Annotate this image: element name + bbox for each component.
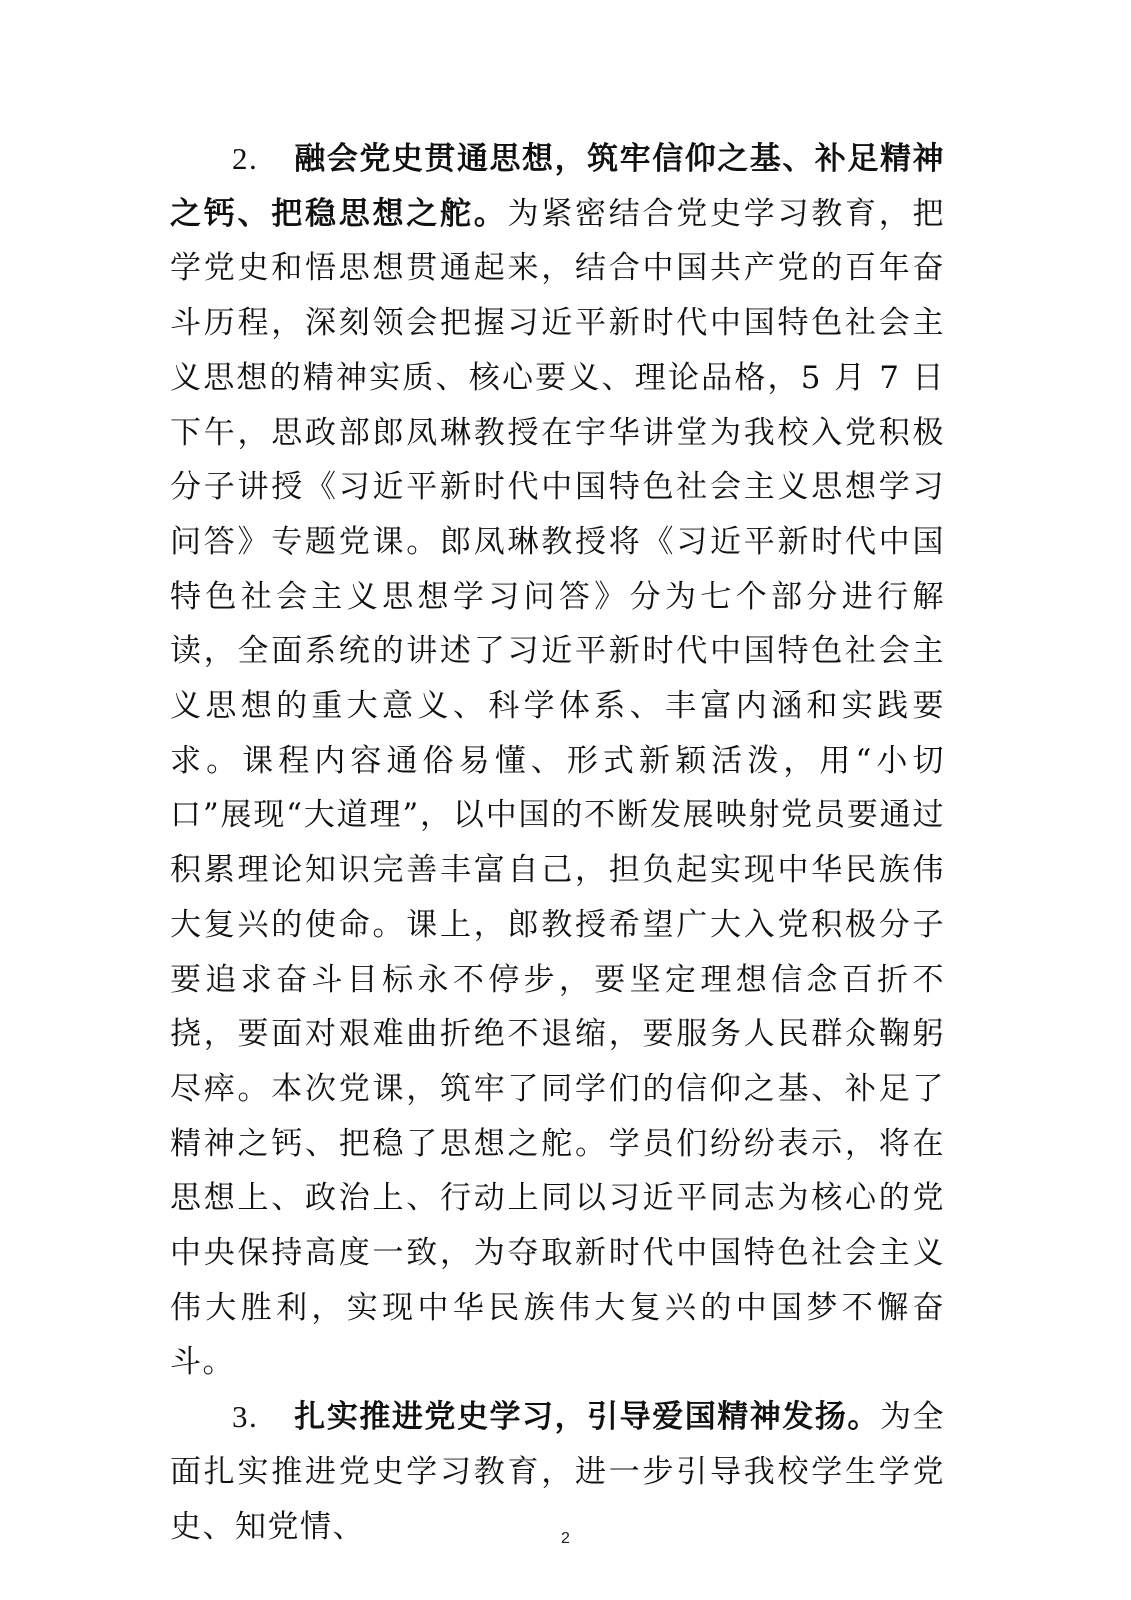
paragraph-3-number: 3. bbox=[232, 1399, 259, 1435]
paragraph-3-body: 为全面扎实推进党史学习教育，进一步引导我校学生学党史、知党情、 bbox=[170, 1399, 946, 1545]
paragraph-3-heading: 扎实推进党史学习，引导爱国精神发扬。 bbox=[294, 1399, 880, 1436]
document-body bbox=[170, 132, 945, 1554]
paragraph-2-body: 为紧密结合党史学习教育，把学党史和悟思想贯通起来，结合中国共产党的百年奋斗历程，深刻领会把握习近平新时代中国特色社会主义思想的精神实质、核心要义、理论品格，5 月 7 日下午，思政部郎凤琳教授在宇华讲堂为我校入党积极分子讲授《习近平新时代中国特色社会主义思想学习问答》专题党课。郎凤琳教授将《习近平新时代中国特色社会主义思想学习问答》分为七个部分进行解读，全面系统的讲述了习近平新时代中国特色社会主义思想的重大意义、科学体系、丰富内涵和实践要求。课程内容通俗易懂、形式新颖活泼，用“小切口”展现“大道理”，以中国的不断发展映射党员要通过积累理论知识完善丰富自己，担负起实现中华民族伟大复兴的使命。课上，郎教授希望广大入党积极分子要追求奋斗目标永不停步，要坚定理想信念百折不挠，要面对艰难曲折绝不退缩，要服务人民群众鞠躬尽瘁。本次党课，筑牢了同学们的信仰之基、补足了精神之钙、把稳了思想之舵。学员们纷纷表示，将在思想上、政治上、行动上同以习近平同志为核心的党中央保持高度一致，为夺取新时代中国特色社会主义伟大胜利，实现中华民族伟大复兴的中国梦不懈奋斗。 bbox=[170, 195, 945, 1381]
paragraph-2-number: 2. bbox=[232, 141, 259, 176]
paragraph-2 bbox=[170, 132, 945, 1390]
page-number: 2 bbox=[561, 1530, 570, 1547]
paragraph-2-heading: 融会党史贯通思想，筑牢信仰之基、补足精神之钙、把稳思想之舵。 bbox=[170, 141, 945, 232]
